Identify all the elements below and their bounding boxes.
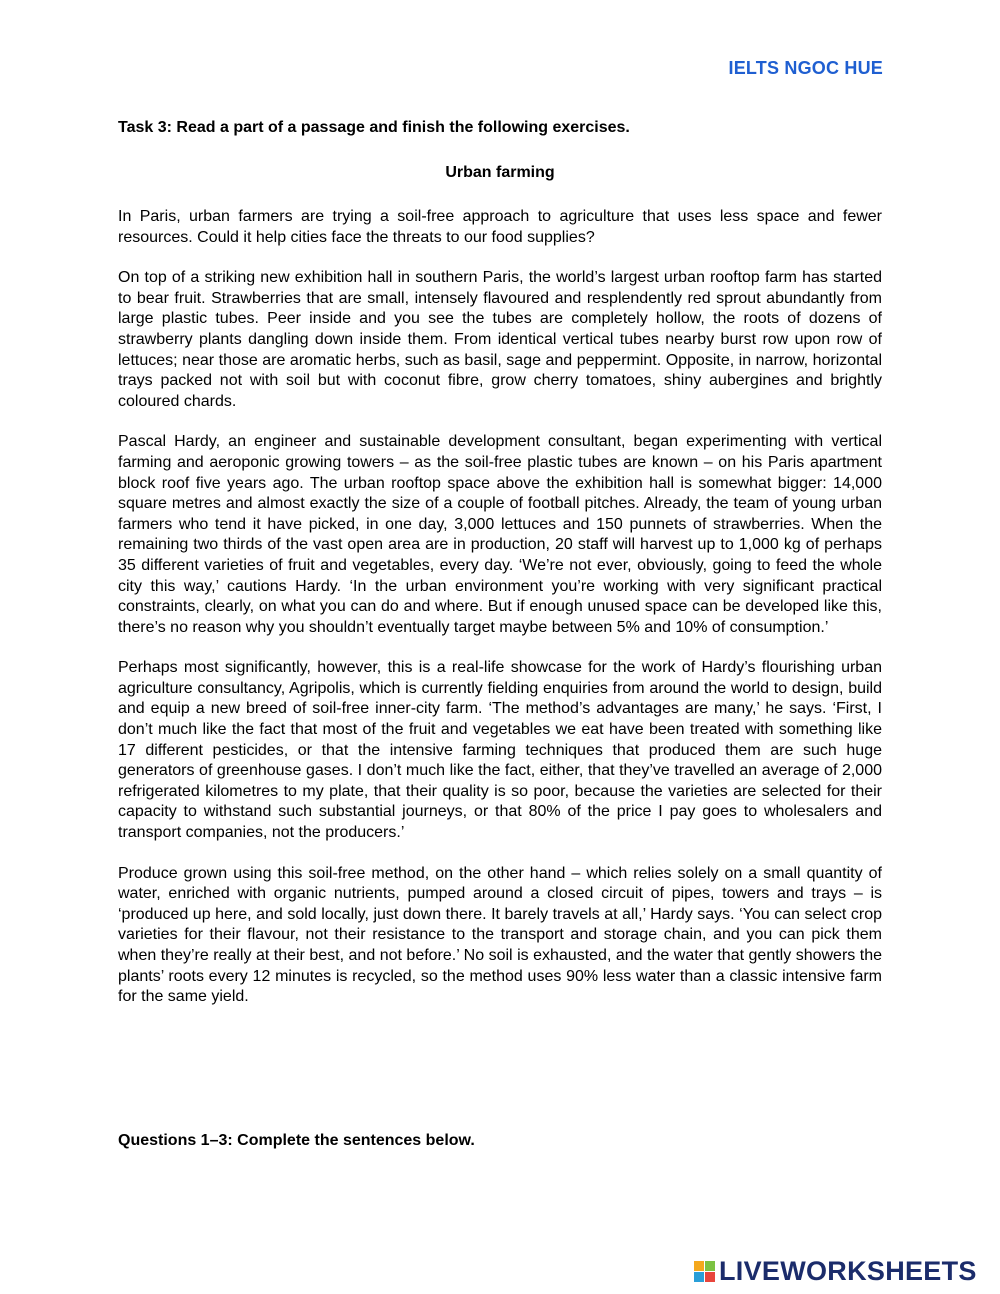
logo-wordmark: LIVEWORKSHEETS: [719, 1256, 977, 1286]
logo-square-orange: [694, 1261, 704, 1271]
passage-title: Urban farming: [445, 164, 555, 181]
task-heading: Task 3: Read a part of a passage and finish the following exercises.: [118, 119, 630, 136]
passage-paragraph-5: Produce grown using this soil-free method, on the other hand – which relies solely on a small quantity of water, enriched with organic nutrients, pumped around a closed circuit of pipes, towers and trays – is ‘produced up here, and sold locally, just down there. It barely travels at all,’ Hardy says. ‘You can select crop varieties for their flavour, not their resistance to the transport and storage chain, and you can pick them when they’re really at their best, and not before.’ No soil is exhausted, and the water that gently showers the plants’ roots every 12 minutes is recycled, so the method uses 90% less water than a classic intensive farm for the same yield.: [118, 864, 882, 1006]
passage-paragraph-4: Perhaps most significantly, however, this is a real-life showcase for the work of Hardy’s flourishing urban agriculture consultancy, Agripolis, which is currently fielding enquiries from around the world to design, build and equip a new breed of soil-free inner-city farm. ‘The method’s advantages are many,’ he says. ‘First, I don’t much like the fact that most of the fruit and vegetables we eat have been treated with something like 17 different pesticides, or that the intensive farming techniques that produced them are such huge generators of greenhouse gases. I don’t much like the fact, either, that they’ve travelled an average of 2,000 refrigerated kilometres to my plate, that their quality is so poor, because the varieties are selected for their capacity to withstand such substantial journeys, or that 80% of the price I pay goes to wholesalers and transport companies, not the producers.’: [118, 659, 882, 842]
liveworksheets-logo: [694, 1256, 977, 1286]
passage-paragraph-1: In Paris, urban farmers are trying a soil-free approach to agriculture that uses less space and fewer resources. Could it help cities face the threats to our food supplies?: [118, 208, 882, 246]
logo-square-green: [705, 1261, 715, 1271]
passage-paragraph-2: On top of a striking new exhibition hall in southern Paris, the world’s largest urban rooftop farm has started to bear fruit. Strawberries that are small, intensely flavoured and resplendently red sprout abundantly from large plastic tubes. Peer inside and you see the tubes are completely hollow, the roots of dozens of strawberry plants dangling down inside them. From identical vertical tubes nearby burst row upon row of lettuces; near those are aromatic herbs, such as basil, sage and peppermint. Opposite, in narrow, horizontal trays packed not with soil but with coconut fibre, grow cherry tomatoes, shiny aubergines and brightly coloured chards.: [118, 269, 882, 410]
logo-square-red: [705, 1272, 715, 1282]
liveworksheets-logo-icon: [694, 1261, 715, 1282]
logo-square-blue: [694, 1272, 704, 1282]
passage-paragraph-3: Pascal Hardy, an engineer and sustainable development consultant, began experimenting with vertical farming and aeroponic growing towers – as the soil-free plastic tubes are known – on his Paris apartment block roof five years ago. The urban rooftop space above the exhibition hall is somewhat bigger: 14,000 square metres and almost exactly the size of a couple of football pitches. Already, the team of young urban farmers who tend it have picked, in one day, 3,000 lettuces and 150 punnets of strawberries. When the remaining two thirds of the vast open area are in production, 20 staff will harvest up to 1,000 kg of perhaps 35 different varieties of fruit and vegetables, every day. ‘We’re not ever, obviously, going to feed the whole city this way,’ cautions Hardy. ‘In the urban environment you’re working with very significant practical constraints, clearly, on what you can do and where. But if enough unused space can be developed like this, there’s no reason why you shouldn’t eventually target maybe between 5% and 10% of consumption.’: [118, 433, 882, 636]
header-brand: IELTS NGOC HUE: [728, 58, 883, 78]
questions-heading: Questions 1–3: Complete the sentences below.: [118, 1132, 475, 1149]
document-body: [118, 118, 882, 1028]
